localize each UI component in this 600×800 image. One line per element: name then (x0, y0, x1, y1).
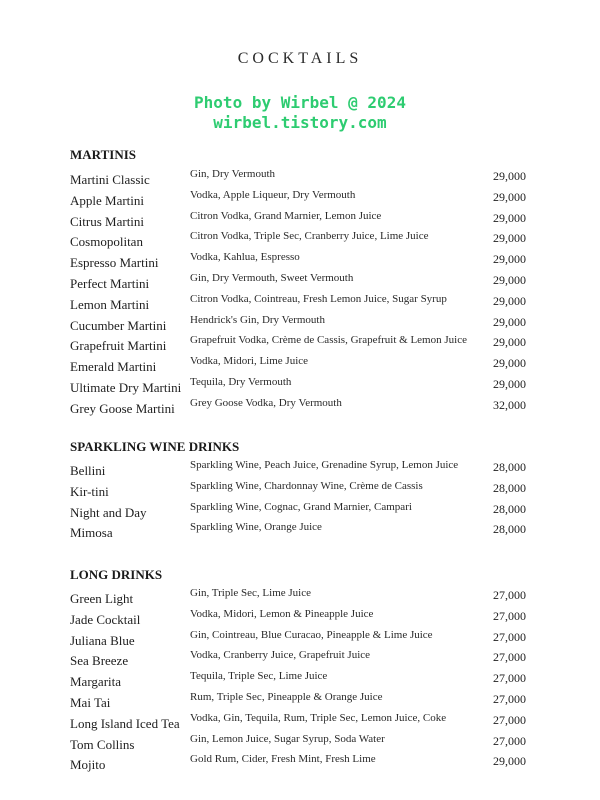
menu-item (0, 608, 600, 629)
item-name: Juliana Blue (70, 632, 135, 648)
item-price: 29,000 (493, 376, 526, 391)
item-price: 29,000 (493, 293, 526, 308)
item-ingredients: Tequila, Dry Vermouth (190, 375, 292, 388)
item-price: 29,000 (493, 335, 526, 350)
item-ingredients: Sparkling Wine, Chardonnay Wine, Crème de Cassis (190, 479, 423, 492)
menu-item (0, 521, 600, 542)
item-ingredients: Vodka, Midori, Lime Juice (190, 355, 309, 368)
item-ingredients: Citron Vodka, Cointreau, Fresh Lemon Juice, Sugar Syrup (190, 292, 447, 305)
item-ingredients: Vodka, Kahlua, Espresso (190, 251, 300, 264)
item-price: 27,000 (493, 691, 526, 706)
item-price: 27,000 (493, 671, 526, 686)
item-name: Cucumber Martini (70, 317, 167, 333)
item-price: 29,000 (493, 189, 526, 204)
menu-item (0, 272, 600, 293)
item-name: Kir-tini (70, 483, 109, 499)
item-ingredients: Tequila, Triple Sec, Lime Juice (190, 670, 328, 683)
menu-item (0, 397, 600, 418)
item-name: Apple Martini (70, 192, 145, 208)
item-name: Lemon Martini (70, 296, 150, 312)
menu-item (0, 691, 600, 712)
section-heading: SPARKLING WINE DRINKS (70, 439, 240, 454)
item-name: Espresso Martini (70, 255, 159, 271)
item-name: Tom Collins (70, 736, 135, 752)
item-ingredients: Gold Rum, Cider, Fresh Mint, Fresh Lime (190, 753, 376, 766)
menu-item (0, 629, 600, 650)
item-price: 28,000 (493, 522, 526, 537)
item-name: Bellini (70, 463, 106, 478)
item-price: 29,000 (493, 754, 526, 769)
page-title: COCKTAILS (237, 50, 363, 67)
menu-item (0, 587, 600, 608)
item-price: 27,000 (493, 712, 526, 727)
item-price: 27,000 (493, 608, 526, 623)
item-name: Martini Classic (70, 172, 150, 187)
item-name: Citrus Martini (70, 213, 145, 229)
menu-item (0, 210, 600, 231)
item-price: 29,000 (493, 231, 526, 246)
item-ingredients: Gin, Triple Sec, Lime Juice (190, 587, 311, 599)
watermark-line-2: wirbel.tistory.com (213, 113, 387, 132)
item-price: 29,000 (493, 169, 526, 183)
item-name: Sea Breeze (70, 653, 129, 669)
menu-item (0, 355, 600, 376)
item-ingredients: Sparkling Wine, Peach Juice, Grenadine Syrup, Lemon Juice (190, 459, 459, 471)
item-name: Green Light (70, 591, 134, 606)
item-price: 28,000 (493, 460, 526, 474)
item-ingredients: Citron Vodka, Triple Sec, Cranberry Juice, Lime Juice (190, 230, 429, 243)
item-name: Cosmopolitan (70, 234, 143, 250)
item-name: Perfect Martini (70, 275, 150, 291)
item-price: 27,000 (493, 650, 526, 665)
item-ingredients: Grapefruit Vodka, Crème de Cassis, Grapefruit & Lemon Juice (190, 334, 467, 347)
item-price: 27,000 (493, 733, 526, 748)
item-price: 29,000 (493, 356, 526, 371)
watermark-line-1: Photo by Wirbel @ 2024 (194, 93, 406, 112)
item-name: Jade Cocktail (70, 611, 141, 627)
item-ingredients: Gin, Lemon Juice, Sugar Syrup, Soda Water (190, 732, 385, 745)
item-ingredients: Vodka, Midori, Lemon & Pineapple Juice (190, 607, 374, 620)
section-heading: LONG DRINKS (70, 567, 163, 582)
item-ingredients: Gin, Dry Vermouth (190, 168, 276, 180)
menu-list (0, 587, 600, 774)
menu-item (0, 480, 600, 501)
item-price: 27,000 (493, 629, 526, 644)
menu-item (0, 670, 600, 691)
menu-item (0, 293, 600, 314)
item-ingredients: Gin, Cointreau, Blue Curacao, Pineapple & Lime Juice (190, 628, 433, 641)
item-ingredients: Hendrick's Gin, Dry Vermouth (190, 313, 325, 326)
menu-item (0, 459, 600, 480)
item-price: 27,000 (493, 588, 526, 602)
item-ingredients: Sparkling Wine, Cognac, Grand Marnier, Campari (190, 500, 412, 513)
item-name: Mojito (70, 757, 106, 773)
menu-item (0, 230, 600, 251)
section-heading: MARTINIS (70, 147, 136, 162)
item-name: Night and Day (70, 504, 147, 520)
item-name: Mai Tai (70, 694, 111, 710)
menu-item (0, 501, 600, 522)
item-ingredients: Sparkling Wine, Orange Juice (190, 521, 322, 534)
item-price: 29,000 (493, 314, 526, 329)
menu-item (0, 314, 600, 335)
item-ingredients: Grey Goose Vodka, Dry Vermouth (190, 396, 342, 409)
item-price: 29,000 (493, 210, 526, 225)
item-ingredients: Vodka, Apple Liqueur, Dry Vermouth (190, 188, 356, 201)
item-name: Emerald Martini (70, 359, 157, 375)
menu-item (0, 733, 600, 754)
menu-item (0, 189, 600, 210)
item-price: 32,000 (493, 397, 526, 412)
menu-item (0, 251, 600, 272)
menu-item (0, 376, 600, 397)
menu-item (0, 712, 600, 733)
item-name: Mimosa (70, 525, 113, 541)
item-ingredients: Gin, Dry Vermouth, Sweet Vermouth (190, 271, 354, 284)
item-name: Grapefruit Martini (70, 338, 167, 354)
item-name: Margarita (70, 674, 122, 690)
item-ingredients: Vodka, Gin, Tequila, Rum, Triple Sec, Lemon Juice, Coke (190, 711, 447, 724)
item-price: 28,000 (493, 480, 526, 495)
item-price: 29,000 (493, 252, 526, 267)
item-price: 28,000 (493, 501, 526, 516)
item-name: Ultimate Dry Martini (70, 379, 182, 395)
menu-list (0, 459, 600, 542)
item-name: Grey Goose Martini (70, 400, 175, 416)
item-ingredients: Rum, Triple Sec, Pineapple & Orange Juice (190, 690, 383, 703)
menu-item (0, 753, 600, 774)
menu-item (0, 334, 600, 355)
photo-credit-watermark (0, 93, 600, 133)
item-price: 29,000 (493, 272, 526, 287)
item-ingredients: Vodka, Cranberry Juice, Grapefruit Juice (190, 649, 371, 662)
item-ingredients: Citron Vodka, Grand Marnier, Lemon Juice (190, 209, 382, 222)
menu-item (0, 649, 600, 670)
menu-item (0, 168, 600, 189)
item-name: Long Island Iced Tea (70, 715, 180, 731)
menu-list (0, 168, 600, 418)
